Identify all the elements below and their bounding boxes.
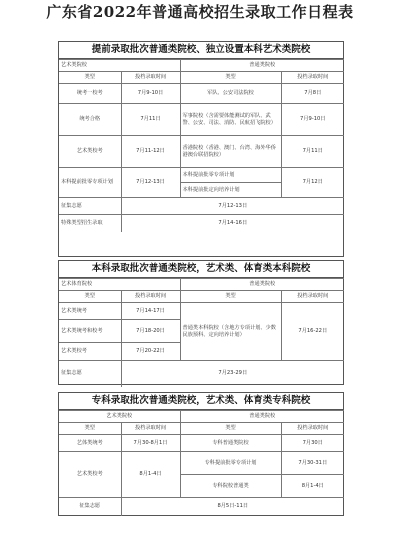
- table-row: [59, 303, 344, 320]
- cell-type: 统考一校考: [59, 84, 121, 104]
- section-vocational: [58, 392, 344, 516]
- cell-type: 本科提前批零专项计划: [59, 168, 121, 198]
- group-header-general: 普通类院校: [180, 411, 344, 423]
- cell-date: 7月11日: [281, 136, 344, 168]
- column-header-time: 投档录取时间: [121, 423, 180, 435]
- cell-date: 7月20-22日: [121, 343, 180, 361]
- column-header-time: 投档录取时间: [281, 423, 344, 435]
- cell-date: 7月30-31日: [281, 452, 344, 475]
- section-title: 本科录取批次普通类院校，艺术类、体育类本科院校: [59, 261, 343, 278]
- table-row: [59, 215, 344, 232]
- column-header-type: 类型: [59, 72, 121, 84]
- cell-date: 7月8日: [281, 84, 344, 104]
- cell-date: 7月12-13日: [121, 198, 344, 215]
- schedule-table: [59, 410, 344, 516]
- cell-type: 艺术类校考: [59, 343, 121, 361]
- cell-type: 艺术类校考: [59, 136, 121, 168]
- column-header-type: 类型: [59, 291, 121, 303]
- table-row: [59, 84, 344, 104]
- cell-type: 征集志愿: [59, 198, 121, 215]
- table-row: [59, 198, 344, 215]
- cell-date: 7月9-10日: [121, 84, 180, 104]
- cell-date: 8月1-4日: [121, 452, 180, 498]
- cell-date: 7月14-16日: [121, 215, 344, 232]
- cell-type: 专科提前批零专项计划: [180, 452, 281, 475]
- cell-date: 7月23-29日: [121, 361, 344, 387]
- cell-date: 7月12日: [281, 168, 344, 198]
- group-header-arts: 艺术类院校: [59, 411, 180, 423]
- cell-type: 本科提前批定向培养计划: [180, 183, 281, 198]
- cell-type: 艺术类统考: [59, 303, 121, 320]
- section-title: 专科录取批次普通类院校，艺术类、体育类专科院校: [59, 393, 343, 410]
- group-header-arts: 艺术体育院校: [59, 279, 180, 291]
- cell-date: 7月30日: [281, 435, 344, 452]
- column-header-time: 投档录取时间: [281, 72, 344, 84]
- cell-date: 7月11-12日: [121, 136, 180, 168]
- section-undergraduate: [58, 260, 344, 385]
- column-header-time: 投档录取时间: [281, 291, 344, 303]
- cell-type: 征集志愿: [59, 361, 121, 387]
- column-header-type: 类型: [59, 423, 121, 435]
- cell-date: 7月14-17日: [121, 303, 180, 320]
- cell-date: 7月16-22日: [281, 303, 344, 361]
- cell-type: 艺术类校考: [59, 452, 121, 498]
- cell-date: 7月18-20日: [121, 320, 180, 343]
- cell-date: 7月30-8月1日: [121, 435, 180, 452]
- schedule-table: [59, 59, 344, 232]
- cell-date: 7月12-13日: [121, 168, 180, 198]
- cell-type: 征集志愿: [59, 498, 121, 516]
- cell-type: 军事院校（含需要体能测试的军队、武警、公安、司法、消防、民航招飞院校）: [180, 104, 281, 136]
- section-early-admission: [58, 41, 344, 257]
- cell-type: 本科提前批零专项计划: [180, 168, 281, 183]
- group-header-general: 普通类院校: [180, 279, 344, 291]
- cell-type: 香港院校（香港、澳门、台湾、海外华侨港澳台联招院校）: [180, 136, 281, 168]
- table-row: [59, 104, 344, 136]
- column-header-type: 类型: [180, 72, 281, 84]
- cell-type: 专科普通类院校: [180, 435, 281, 452]
- table-row: [59, 136, 344, 168]
- schedule-table: [59, 278, 344, 387]
- cell-type: 普通类本科院校（含地方专项计划、少数民族预科、定向培养计划）: [180, 303, 281, 361]
- column-header-type: 类型: [180, 291, 281, 303]
- section-title: 提前录取批次普通类院校、独立设置本科艺术类院校: [59, 42, 343, 59]
- column-header-time: 投档录取时间: [121, 291, 180, 303]
- column-header-time: 投档录取时间: [121, 72, 180, 84]
- table-row: [59, 452, 344, 475]
- cell-type: 艺体类统考: [59, 435, 121, 452]
- cell-date: 7月9-10日: [281, 104, 344, 136]
- column-header-type: 类型: [180, 423, 281, 435]
- cell-date: 8月1-4日: [281, 475, 344, 498]
- group-header-general: 普通类院校: [180, 60, 344, 72]
- table-row: [59, 168, 344, 183]
- cell-type: 特殊类型招生录取: [59, 215, 121, 232]
- table-row: [59, 361, 344, 387]
- cell-date: 7月11日: [121, 104, 180, 136]
- cell-type: 艺术类统考和校考: [59, 320, 121, 343]
- table-row: [59, 435, 344, 452]
- page-title: 广东省2022年普通高校招生录取工作日程表: [46, 3, 354, 21]
- table-row: [59, 498, 344, 516]
- group-header-arts: 艺术类院校: [59, 60, 180, 72]
- cell-type: 统考合格: [59, 104, 121, 136]
- cell-date: 8月5日-11日: [121, 498, 344, 516]
- cell-type: 专科院校普通类: [180, 475, 281, 498]
- cell-type: 军队、公安司法院校: [180, 84, 281, 104]
